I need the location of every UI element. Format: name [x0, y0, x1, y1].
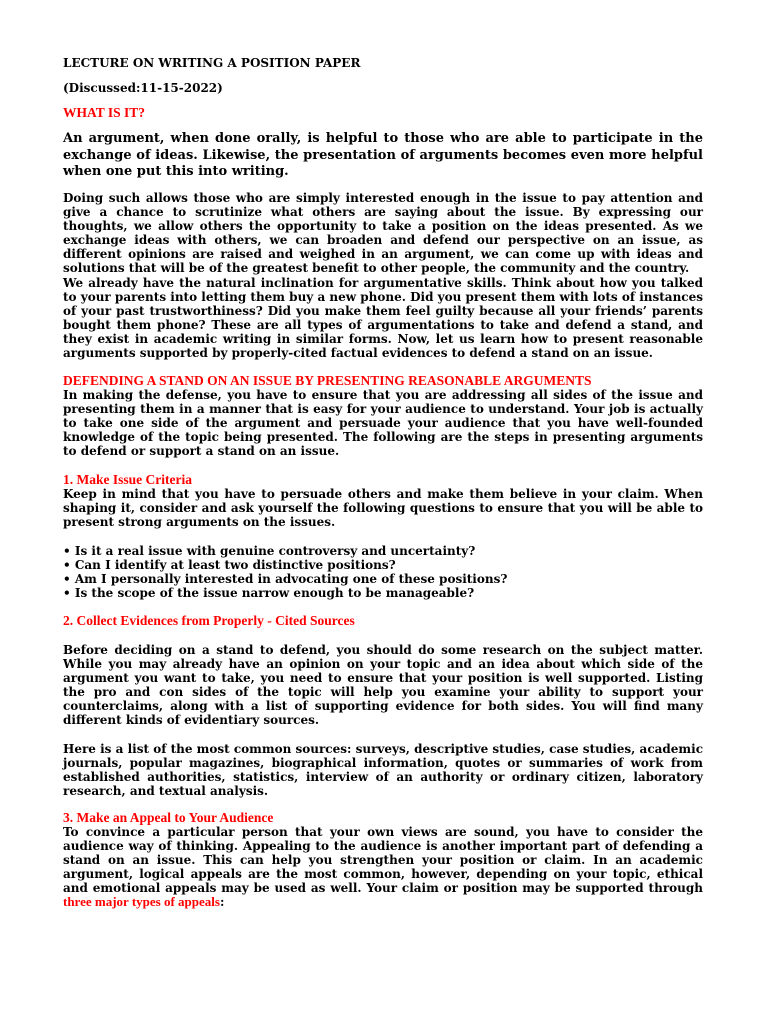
step-heading-collect-evidences: 2. Collect Evidences from Properly - Cited Sources [63, 612, 355, 628]
paragraph-text: To convince a particular person that your own views are sound, you have to consider the audience way of thinking. Appealing to the audience is another important part of defending a stand on an issue. This can help you strengthen your position or claim. In an academic argument, logical appeals are the most common, however, depending on your topic, ethical and emotional appeals may be used as well. Your claim or position may be supported through [63, 824, 703, 895]
paragraph-end: : [219, 894, 225, 909]
step-heading-appeal-audience: 3. Make an Appeal to Your Audience [63, 809, 274, 825]
body-paragraph: Here is a list of the most common sources: surveys, descriptive studies, case studies, academic journals, popular magazines, biographical information, quotes or summaries of work from established authorities, statistics, interview of an authority or ordinary citizen, laboratory research, and textual analysis. [63, 741, 703, 798]
body-paragraph: Keep in mind that you have to persuade others and make them believe in your claim. When shaping it, consider and ask yourself the following questions to ensure that you will be able to present strong arguments on the issues. [63, 486, 703, 529]
body-paragraph: Doing such allows those who are simply interested enough in the issue to pay attention and give a chance to scrutinize what others are saying about the issue. By expressing our thoughts, we allow others the opportunity to take a position on the ideas presented. As we exchange ideas with others, we can broaden and defend our perspective on an issue, as different opinions are raised and weighed in an argument, we can come up with ideas and solutions that will be of the greatest benefit to other people, the community and the country. [63, 190, 703, 275]
bullet-item: • Is the scope of the issue narrow enough to be manageable? [63, 585, 475, 600]
bullet-item: • Can I identify at least two distinctive positions? [63, 557, 396, 572]
step-heading-issue-criteria: 1. Make Issue Criteria [63, 471, 192, 487]
bullet-item: • Am I personally interested in advocating one of these positions? [63, 571, 508, 586]
section-heading-defending: DEFENDING A STAND ON AN ISSUE BY PRESENTING REASONABLE ARGUMENTS [63, 372, 592, 388]
body-paragraph: Before deciding on a stand to defend, you should do some research on the subject matter. While you may already have an opinion on your topic and an idea about which side of the argument you want to take, you need to ensure that your position is well supported. Listing the pro and con sides of the topic will help you examine your ability to support your counterclaims, along with a list of supporting evidence for both sides. You will find many different kinds of evidentiary sources. [63, 642, 703, 727]
bullet-item: • Is it a real issue with genuine controversy and uncertainty? [63, 543, 476, 558]
highlighted-phrase: three major types of appeals [63, 893, 220, 909]
bullet-list [63, 544, 703, 600]
intro-paragraph: An argument, when done orally, is helpful to those who are able to participate in the exchange of ideas. Likewise, the presentation of arguments becomes even more helpful when one put this into writing. [63, 131, 703, 179]
discussed-date: (Discussed:11-15-2022) [63, 81, 223, 95]
section-heading-what-is-it: WHAT IS IT? [63, 105, 146, 120]
document-title: LECTURE ON WRITING A POSITION PAPER [63, 56, 361, 70]
body-paragraph [63, 825, 703, 909]
body-paragraph: In making the defense, you have to ensure that you are addressing all sides of the issue and presenting them in a manner that is easy for your audience to understand. Your job is actually to take one side of the argument and persuade your audience that you have well-founded knowledge of the topic being presented. The following are the steps in presenting arguments to defend or support a stand on an issue. [63, 387, 703, 458]
body-paragraph: We already have the natural inclination for argumentative skills. Think about how you talked to your parents into letting them buy a new phone. Did you present them with lots of instances of your past trustworthiness? Did you make them feel guilty because all your friends’ parents bought them phone? These are all types of argumentations to take and defend a stand, and they exist in academic writing in similar forms. Now, let us learn how to present reasonable arguments supported by properly-cited factual evidences to defend a stand on an issue. [63, 275, 703, 360]
